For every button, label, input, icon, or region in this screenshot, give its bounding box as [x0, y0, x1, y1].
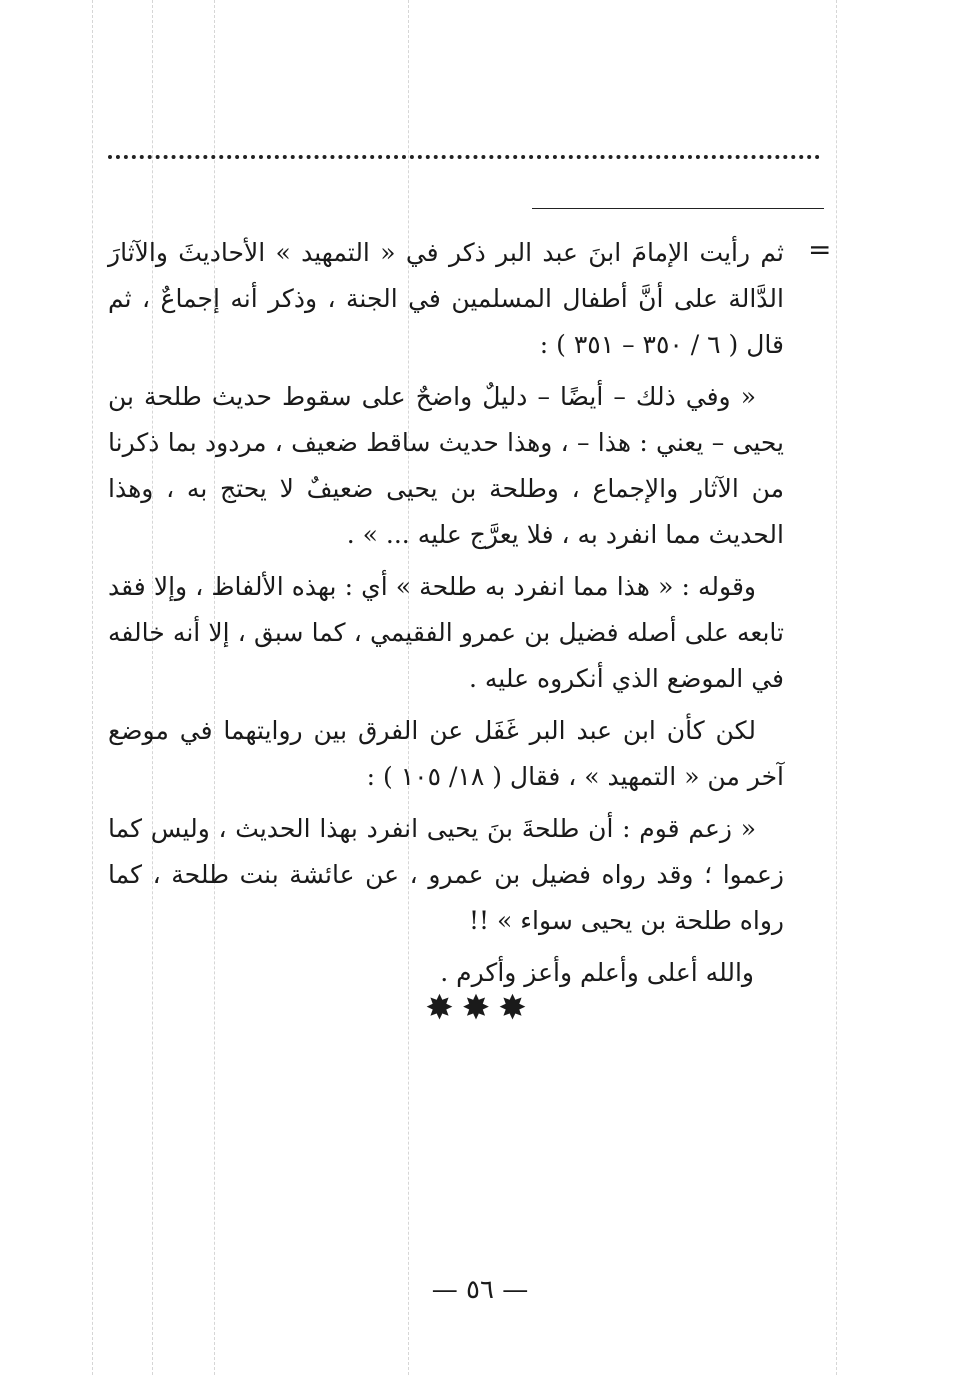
footnote-rule [532, 208, 824, 209]
paragraph: ثم رأيت الإمامَ ابنَ عبد البر ذكر في « التمهيد » الأحاديثَ والآثارَ الدَّالة على أنَّ أطفال المسلمين في الجنة ، وذكر أنه إجماعٌ ، ثم قال ( ٦ / ٣٥٠ – ٣٥١ ) : [108, 238, 784, 359]
continuation-mark: = [808, 233, 832, 266]
dotted-separator [108, 155, 820, 159]
paragraph: « زعم قوم : أن طلحةَ بنَ يحيى انفرد بهذا الحديث ، وليس كما زعموا ؛ وقد رواه فضيل بن عمرو ، عن عائشة بنت طلحة ، كما رواه طلحة بن يحيى سواء » !! [108, 814, 784, 935]
ornament-stars-icon: ✸✸✸ [425, 988, 535, 1028]
paragraph: لكن كأن ابن عبد البر غَفَل عن الفرق بين روايتهما في موضع آخر من « التمهيد » ، فقال ( ١٨/ ١٠٥ ) : [108, 716, 784, 791]
closing-line: والله أعلى وأعلم وأعز وأكرم . [440, 958, 754, 987]
scan-guide-line [92, 0, 93, 1375]
paragraph: « وفي ذلك – أيضًا – دليلٌ واضحٌ على سقوط حديث طلحة بن يحيى – يعني : هذا – ، وهذا حديث ساقط ضعيف ، مردود بما ذكرنا من الآثار والإجماع ، وطلحة بن يحيى ضعيفٌ لا يحتج به ، وهذا الحديث مما انفرد به ، فلا يعرَّج عليه ... » . [108, 382, 784, 549]
body-text [108, 230, 784, 996]
scan-guide-line [836, 0, 837, 1375]
paragraph: وقوله : « هذا مما انفرد به طلحة » أي : بهذه الألفاظ ، وإلا فقد تابعه على أصله فضيل بن عمرو الفقيمي ، كما سبق ، إلا أنه خالفه في الموضع الذي أنكروه عليه . [108, 572, 784, 693]
page-number: — ٥٦ — [431, 1275, 529, 1305]
